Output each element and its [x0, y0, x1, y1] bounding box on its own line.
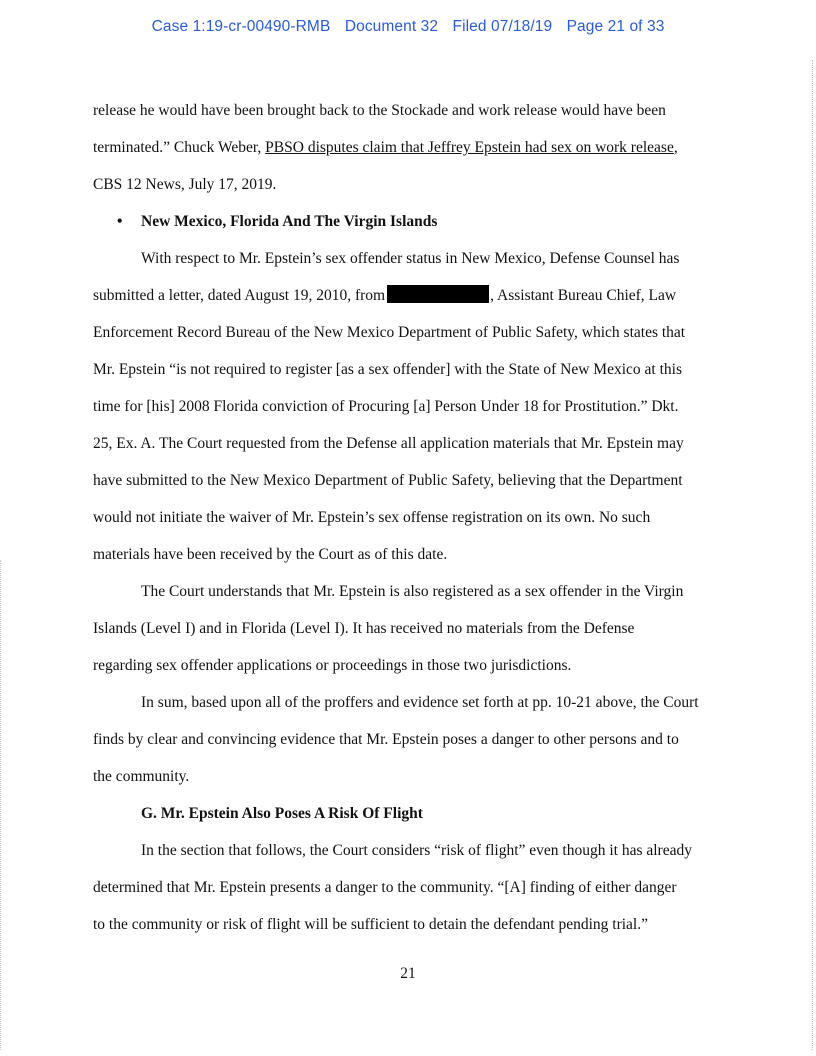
paragraph-3: [93, 573, 723, 684]
paragraph-5: [93, 832, 723, 943]
paragraph-1: [93, 92, 723, 203]
text-line: materials have been received by the Court as of this date.: [93, 546, 448, 563]
text-line: [93, 277, 723, 314]
text-segment: , Assistant Bureau Chief, Law: [490, 287, 677, 304]
text-line: finds by clear and convincing evidence that Mr. Epstein poses a danger to other persons and to: [93, 731, 679, 748]
text-segment: submitted a letter, dated August 19, 2010, from: [93, 287, 386, 304]
text-line: CBS 12 News, July 17, 2019.: [93, 176, 277, 193]
text-line: regarding sex offender applications or proceedings in those two jurisdictions.: [93, 657, 572, 674]
article-title-link[interactable]: PBSO disputes claim that Jeffrey Epstein had sex on work release: [265, 139, 674, 156]
text-line: would not initiate the waiver of Mr. Epstein’s sex offense registration on its own. No such: [93, 509, 651, 526]
text-line: [93, 129, 723, 166]
text-line: 25, Ex. A. The Court requested from the Defense all application materials that Mr. Epstein may: [93, 435, 684, 452]
paragraph-4: [93, 684, 723, 795]
text-line: to the community or risk of flight will be sufficient to detain the defendant pending trial.”: [93, 916, 648, 933]
text-line: the community.: [93, 768, 190, 785]
bullet-heading-text: New Mexico, Florida And The Virgin Islands: [141, 213, 438, 230]
ecf-header: [0, 18, 816, 36]
text-segment: ,: [673, 139, 678, 156]
document-number: Document 32: [344, 18, 439, 35]
text-line: Enforcement Record Bureau of the New Mexico Department of Public Safety, which states that: [93, 324, 686, 341]
text-line: determined that Mr. Epstein presents a danger to the community. “[A] finding of either danger: [93, 879, 677, 896]
page-number: 21: [400, 965, 416, 982]
text-line: In sum, based upon all of the proffers and evidence set forth at pp. 10-21 above, the Court: [141, 694, 699, 711]
document-body: [93, 92, 723, 943]
text-line: Islands (Level I) and in Florida (Level I). It has received no materials from the Defense: [93, 620, 635, 637]
text-line: The Court understands that Mr. Epstein is also registered as a sex offender in the Virgin: [141, 583, 684, 600]
text-line: Mr. Epstein “is not required to register [as a sex offender] with the State of New Mexico at this: [93, 361, 682, 378]
text-line: have submitted to the New Mexico Department of Public Safety, believing that the Department: [93, 472, 683, 489]
text-line: release he would have been brought back to the Stockade and work release would have been: [93, 102, 666, 119]
redaction-block: [387, 285, 489, 303]
bullet-icon: •: [117, 213, 123, 230]
section-heading: G. Mr. Epstein Also Poses A Risk Of Flight: [141, 805, 423, 822]
scan-edge-right: [812, 60, 816, 1050]
text-segment: terminated.” Chuck Weber,: [93, 139, 266, 156]
bullet-heading: [93, 203, 723, 240]
case-number: Case 1:19-cr-00490-RMB: [151, 18, 331, 35]
text-line: time for [his] 2008 Florida conviction of Procuring [a] Person Under 18 for Prostitution.” Dkt.: [93, 398, 679, 415]
filed-date: Filed 07/18/19: [452, 18, 553, 35]
page-of-total: Page 21 of 33: [566, 18, 665, 35]
paragraph-2: [93, 240, 723, 573]
text-line: With respect to Mr. Epstein’s sex offender status in New Mexico, Defense Counsel has: [141, 250, 680, 267]
text-line: In the section that follows, the Court considers “risk of flight” even though it has already: [141, 842, 692, 859]
